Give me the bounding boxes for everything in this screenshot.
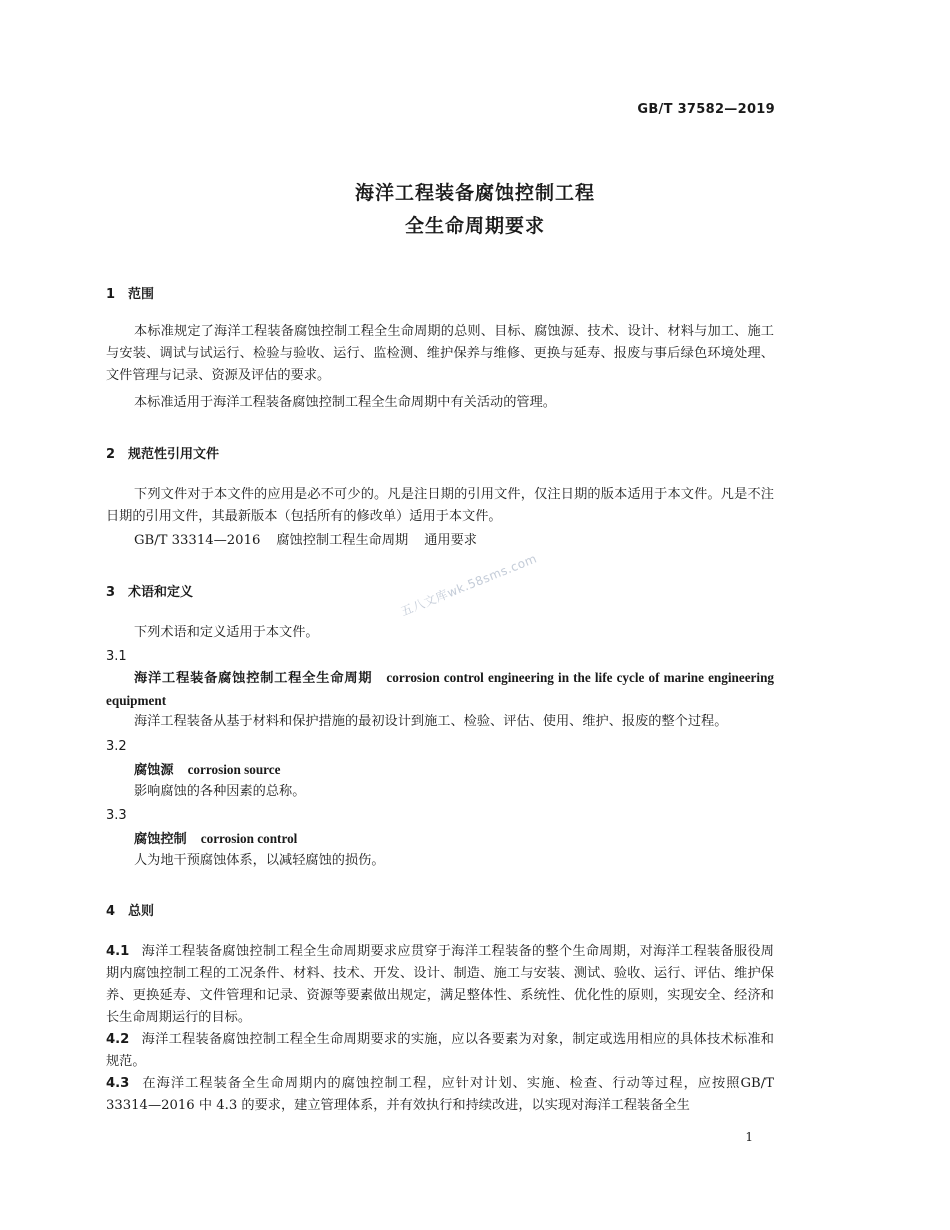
clause-4-3 <box>106 1073 774 1117</box>
standard-code: GB/T 37582—2019 <box>637 102 775 117</box>
term-definition: 人为地干预腐蚀体系，以减轻腐蚀的损伤。 <box>134 853 385 868</box>
normative-reference <box>134 530 477 552</box>
reference-code: GB/T 33314—2016 <box>134 533 261 548</box>
term-entry <box>106 667 774 713</box>
section-3-heading <box>106 581 193 600</box>
term-english: corrosion control engineering in the life cycle of marine engineering equipment <box>106 670 774 708</box>
term-number: 3.1 <box>106 649 127 664</box>
document-title-line-2: 全生命周期要求 <box>404 215 545 237</box>
clause-number: 4.2 <box>106 1032 130 1047</box>
watermark: 五八文库wk.58sms.com <box>398 551 539 619</box>
document-title-line-1: 海洋工程装备腐蚀控制工程 <box>354 182 595 204</box>
section-number: 2 <box>106 447 116 462</box>
section-1-heading <box>106 283 154 302</box>
clause-4-1 <box>106 941 774 1029</box>
reference-title-part-2: 通用要求 <box>424 533 477 548</box>
clause-number: 4.3 <box>106 1076 130 1091</box>
section-2-heading <box>106 443 219 462</box>
clause-4-2 <box>106 1029 774 1073</box>
term-definition: 影响腐蚀的各种因素的总称。 <box>134 784 306 799</box>
term-english: corrosion source <box>187 762 281 777</box>
section-number: 1 <box>106 287 116 302</box>
term-entry <box>106 828 774 851</box>
section-title: 总则 <box>128 904 155 919</box>
clause-text: 海洋工程装备腐蚀控制工程全生命周期要求应贯穿于海洋工程装备的整个生命周期，对海洋工程装备服役周期内腐蚀控制工程的工况条件、材料、技术、开发、设计、制造、施工与安装、测试、验收、运行、评估、维护保养、更换延寿、文件管理和记录、资源等要素做出规定，满足整体性、系统性、优化性的原则，实现安全、经济和长生命周期运行的目标。 <box>106 944 774 1025</box>
page-number: 1 <box>745 1130 753 1144</box>
section-4-heading <box>106 900 154 919</box>
section-1-paragraph-2: 本标准适用于海洋工程装备腐蚀控制工程全生命周期中有关活动的管理。 <box>134 395 556 410</box>
section-2-paragraph-1: 下列文件对于本文件的应用是必不可少的。凡是注日期的引用文件，仅注日期的版本适用于本文件。凡是不注日期的引用文件，其最新版本（包括所有的修改单）适用于本文件。 <box>106 487 774 524</box>
clause-text: 在海洋工程装备全生命周期内的腐蚀控制工程，应针对计划、实施、检查、行动等过程，应按照GB/T 33314—2016 中 4.3 的要求，建立管理体系，并有效执行和持续改进，以实现对海洋工程装备全生 <box>106 1076 774 1113</box>
clause-text: 海洋工程装备腐蚀控制工程全生命周期要求的实施，应以各要素为对象，制定或选用相应的具体技术标准和规范。 <box>106 1032 774 1069</box>
section-title: 规范性引用文件 <box>128 447 220 462</box>
term-english: corrosion control <box>200 831 298 846</box>
term-number: 3.2 <box>106 739 127 754</box>
term-number: 3.3 <box>106 808 127 823</box>
section-title: 范围 <box>128 287 155 302</box>
term-chinese: 腐蚀控制 <box>134 832 187 847</box>
section-1-paragraph-1: 本标准规定了海洋工程装备腐蚀控制工程全生命周期的总则、目标、腐蚀源、技术、设计、材料与加工、施工与安装、调试与试运行、检验与验收、运行、监检测、维护保养与维修、更换与延寿、报废与事后绿色环境处理、文件管理与记录、资源及评估的要求。 <box>106 324 774 383</box>
term-definition: 海洋工程装备从基于材料和保护措施的最初设计到施工、检验、评估、使用、维护、报废的整个过程。 <box>134 714 728 729</box>
term-chinese: 海洋工程装备腐蚀控制工程全生命周期 <box>134 671 373 686</box>
clause-number: 4.1 <box>106 944 130 959</box>
section-3-intro: 下列术语和定义适用于本文件。 <box>134 625 319 640</box>
section-title: 术语和定义 <box>128 585 194 600</box>
reference-title-part-1: 腐蚀控制工程生命周期 <box>276 533 409 548</box>
section-number: 4 <box>106 904 116 919</box>
term-entry <box>106 759 774 782</box>
term-chinese: 腐蚀源 <box>134 763 174 778</box>
section-number: 3 <box>106 585 116 600</box>
